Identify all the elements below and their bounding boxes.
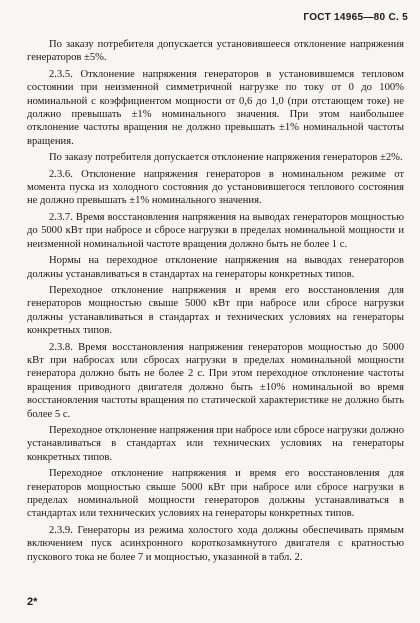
paragraph: 2.3.5. Отклонение напряжения генераторов в установившемся тепловом состоянии при неизменной симметричной нагрузке по току от 0 до 100% номинальной с коэффициентом мощности от 0,6 до 1,0 (при отстающем токе) не должно превышать ±1% номинального значения. При этом наибольшее отклонение частоты вращения не должно превышать ±1% номинальной частоты вращения. — [27, 68, 404, 147]
page-header: ГОСТ 14965—80 С. 5 — [303, 12, 408, 23]
paragraph: По заказу потребителя допускается установившееся отклонение напряжения генераторов ±5%. — [27, 39, 404, 64]
page-footer-mark: 2* — [27, 596, 38, 608]
paragraph: 2.3.6. Отклонение напряжения генераторов в номинальном режиме от момента пуска из холодного состояния до установившегося теплового состояния не должно превышать ±1% номинального значения. — [27, 168, 404, 207]
document-body — [27, 38, 404, 567]
paragraph: 2.3.9. Генераторы из режима холостого хода должны обеспечивать прямым включением пуск асинхронного короткозамкнутого двигателя с кратностью пускового тока не более 7 и мощностью, указанной в табл. 2. — [27, 524, 404, 563]
paragraph: Нормы на переходное отклонение напряжения на выводах генераторов должны устанавливаться в стандартах на генераторы конкретных типов. — [27, 255, 404, 280]
paragraph: По заказу потребителя допускается отклонение напряжения генераторов ±2%. — [49, 152, 403, 164]
paragraph: Переходное отклонение напряжения и время его восстановления для генераторов мощностью свыше 5000 кВт при набросе или сбросе нагрузки в пределах номинальной мощности генераторов должны устанавливаться в стандартах или технических условиях на генераторы конкретных типов. — [27, 468, 404, 520]
paragraph: 2.3.7. Время восстановления напряжения на выводах генераторов мощностью до 5000 кВт при набросе и сбросе нагрузки в пределах номинальной мощности и неизменной номинальной частоте вращения должно быть не более 1 с. — [27, 211, 404, 250]
paragraph: Переходное отклонение напряжения и время его восстановления для генераторов мощностью свыше 5000 кВт при набросе или сбросе нагрузки должны устанавливаться в стандартах и технических условиях на генераторы конкретных типов. — [27, 284, 404, 337]
paragraph: Переходное отклонение напряжения при набросе или сбросе нагрузки должно устанавливаться в стандартах или технических условиях на генераторы конкретных типов. — [27, 424, 404, 463]
paragraph: 2.3.8. Время восстановления напряжения генераторов мощностью до 5000 кВт при набросах или сбросах нагрузки в пределах номинальной мощности генератора должно быть не более 2 с. При этом переходное отклонение частоты вращения приводного двигателя должно быть ±10% номинальной во время восстановления частоты вращения по статической характеристике не должно быть более 5 с. — [27, 341, 404, 420]
